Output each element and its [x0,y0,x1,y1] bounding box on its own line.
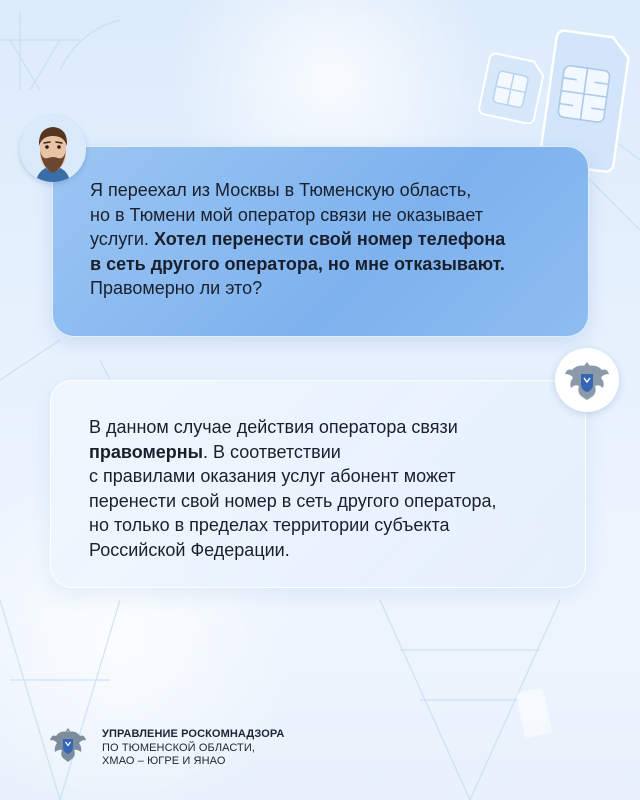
footer-line-3: ХМАО – ЮГРЕ И ЯНАО [102,755,226,767]
footer-text [102,728,284,769]
footer-line-2: ПО ТЮМЕНСКОЙ ОБЛАСТИ, [102,741,255,754]
answer-text [89,415,555,562]
user-avatar [20,116,86,182]
emblem-badge [555,348,619,412]
question-text-run: Я переехал из Москвы в Тюменскую область, [90,180,472,200]
bearded-man-avatar-icon [20,116,86,182]
question-text-run: но в Тюмени мой оператор связи не оказывает [90,204,483,225]
answer-text-run: . В соответствии [203,441,341,462]
question-text [90,178,554,301]
question-text-run: Правомерно ли это? [90,278,263,298]
question-text-run: в сеть другого оператора, но мне отказывают. [90,253,505,274]
footer-branding [46,722,346,772]
question-text-run: услуги. [90,229,154,249]
answer-text-run: В данном случае действия оператора связи [89,417,458,437]
answer-text-run: Российской Федерации. [89,539,290,560]
answer-text-run: с правилами оказания услуг абонент может [89,466,456,486]
footer-line-1: УПРАВЛЕНИЕ РОСКОМНАДЗОРА [102,728,285,740]
answer-bubble [50,380,586,588]
double-headed-eagle-emblem-icon [46,724,90,768]
answer-text-run: перенести свой номер в сеть другого оператора, [89,490,497,511]
question-bubble [52,146,589,337]
answer-text-run: но только в пределах территории субъекта [89,515,450,535]
double-headed-eagle-emblem-icon [555,348,619,412]
answer-text-run: правомерны [89,441,204,462]
question-text-run: Хотел перенести свой номер телефона [153,229,506,249]
